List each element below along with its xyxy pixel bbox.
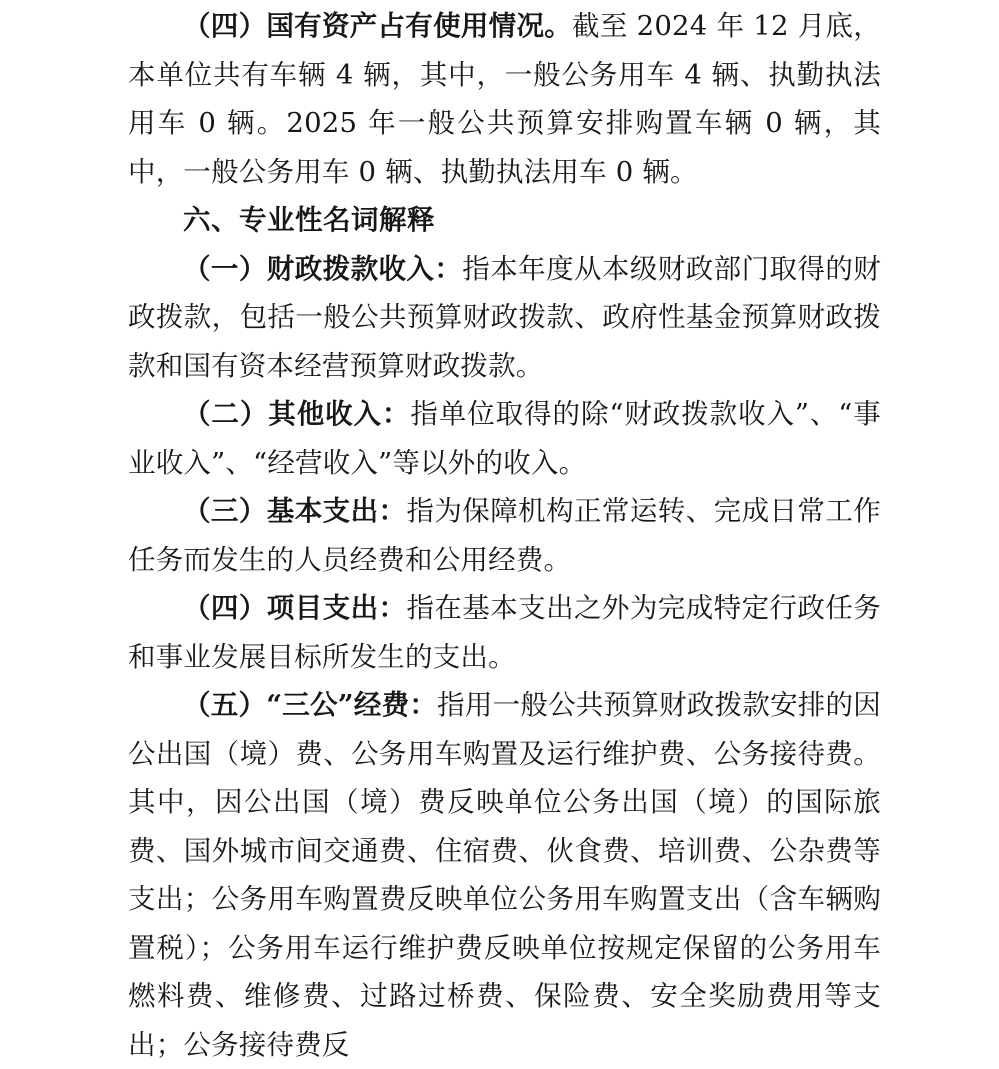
paragraph-state-assets [128,2,881,196]
term-body-fiscal-appropriation-income: 指本年度从本级财政部门取得的财政拨款，包括一般公共预算财政拨款、政府性基金预算财政拨款和国有资本经营预算财政拨款。 [128,252,882,382]
term-lead-fiscal-appropriation-income: （一）财政拨款收入： [183,252,463,285]
section-heading: 六、专业性名词解释 [183,204,435,236]
term-body-project-expenditure: 指在基本支出之外为完成特定行政任务和事业发展目标所发生的支出。 [128,592,881,673]
term-three-public-expenses [128,681,881,1069]
term-project-expenditure [128,584,881,681]
term-fiscal-appropriation-income [128,245,881,391]
term-lead-project-expenditure: （四）项目支出： [183,592,407,624]
term-body-basic-expenditure: 指为保障机构正常运转、完成日常工作任务而发生的人员经费和公用经费。 [128,495,881,576]
paragraph-body-state-assets: 截至 2024 年 12 月底，本单位共有车辆 4 辆，其中，一般公务用车 4 辆、执勤执法用车 0 辆。2025 年一般公共预算安排购置车辆 0 辆，其中，一般公务用车 0 辆、执勤执法用车 0 辆。 [128,10,881,188]
term-lead-basic-expenditure: （三）基本支出： [183,495,407,527]
term-lead-other-income: （二）其他收入： [183,398,411,430]
term-body-three-public-expenses: 指用一般公共预算财政拨款安排的因公出国（境）费、公务用车购置及运行维护费、公务接待费。其中，因公出国（境）费反映单位公务出国（境）的国际旅费、国外城市间交通费、住宿费、伙食费、培训费、公杂费等支出；公务用车购置费反映单位公务用车购置支出（含车辆购置税）；公务用车运行维护费反映单位按规定保留的公务用车燃料费、维修费、过路过桥费、保险费、安全奖励费用等支出；公务接待费反 [128,689,882,1061]
term-other-income [128,390,881,487]
term-lead-three-public-expenses: （五）“三公”经费： [183,689,438,721]
term-basic-expenditure [128,487,881,584]
term-body-other-income: 指单位取得的除“财政拨款收入”、“事业收入”、“经营收入”等以外的收入。 [128,398,881,479]
paragraph-lead-state-assets: （四）国有资产占有使用情况。 [183,10,573,42]
